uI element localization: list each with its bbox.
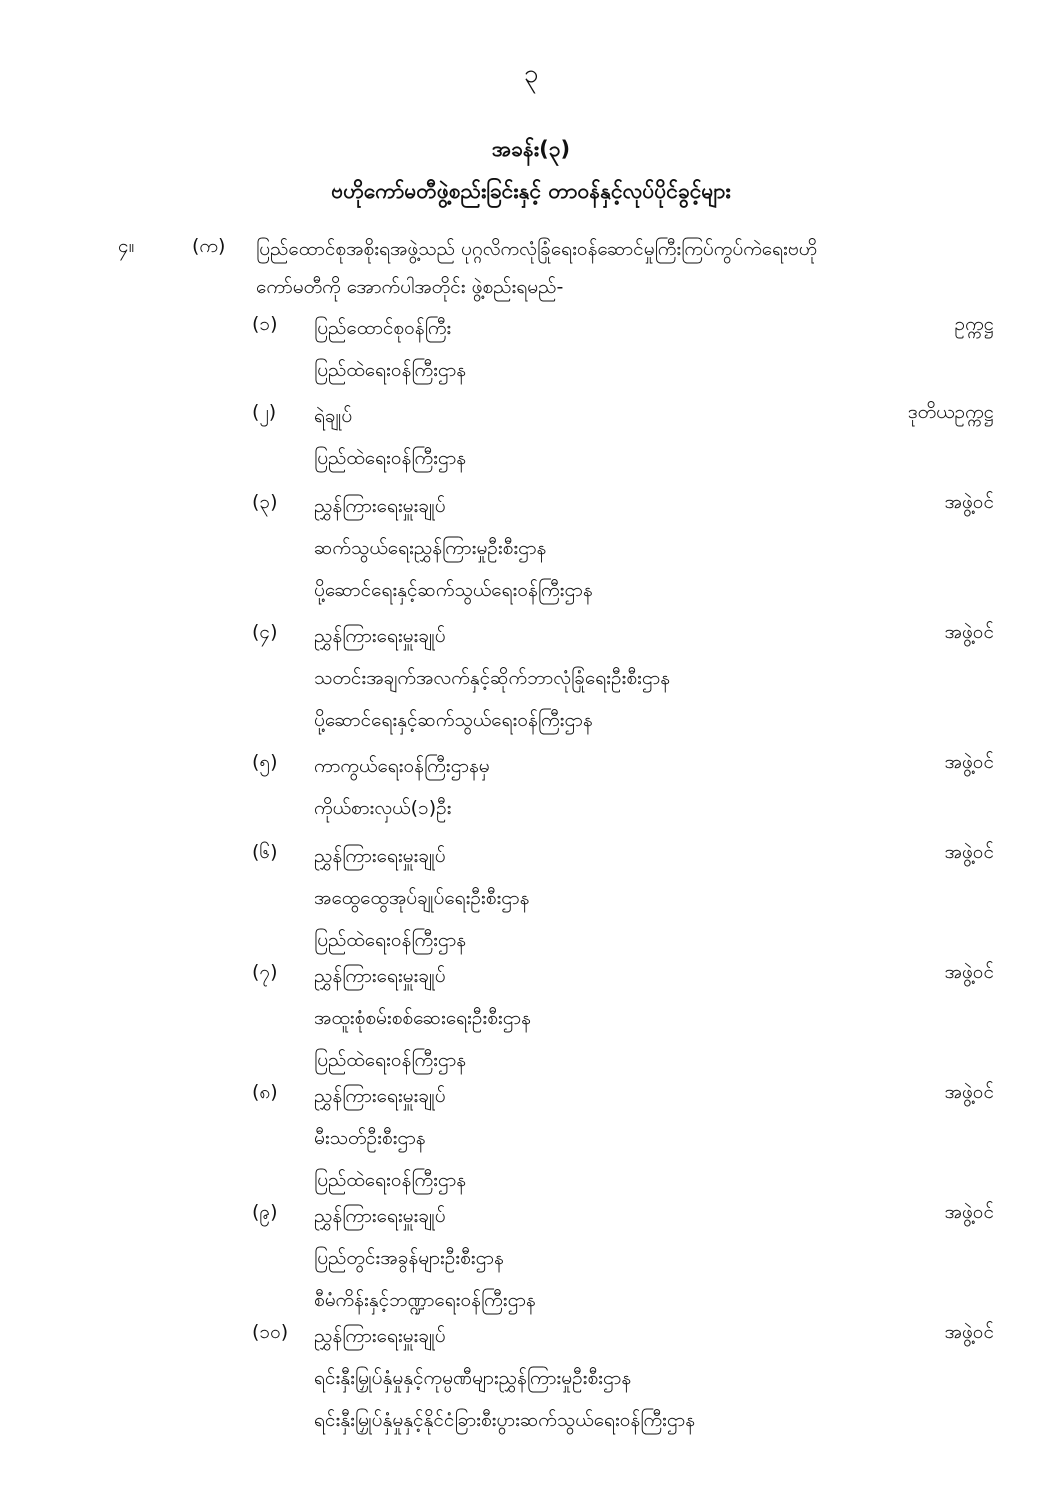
member-line: ပြည်ထောင်စုဝန်ကြီး <box>314 317 452 339</box>
member-line: ပို့ဆောင်ရေးနှင့်ဆက်သွယ်ရေးဝန်ကြီးဌာန <box>314 709 593 731</box>
member-line: ညွှန်ကြားရေးမှူးချုပ် <box>314 1325 446 1347</box>
chapter-title: အခန်း(၃) <box>491 137 571 161</box>
member-line: ပြည်ထဲရေးဝန်ကြီးဌာန <box>314 1169 467 1191</box>
member-line: ညွှန်ကြားရေးမှူးချုပ် <box>314 625 446 647</box>
member-lines <box>314 312 874 396</box>
section-text-line: ပြည်ထောင်စုအစိုးရအဖွဲ့သည် ပုဂ္ဂလိကလုံခြုံရေးဝန်ဆောင်မှုကြီးကြပ်ကွပ်ကဲရေးဗဟို <box>256 238 818 260</box>
member-lines <box>314 490 874 616</box>
member-line: ပြည်ထဲရေးဝန်ကြီးဌာန <box>314 1049 467 1071</box>
member-lines <box>314 840 874 966</box>
member-role: အဖွဲ့ဝင် <box>944 1201 994 1223</box>
member-role: အဖွဲ့ဝင် <box>944 751 994 773</box>
member-lines <box>314 400 874 484</box>
member-line: အထွေထွေအုပ်ချုပ်ရေးဦးစီးဌာန <box>314 887 530 909</box>
member-number: (၉) <box>252 1201 278 1223</box>
member-line: ပြည်ထဲရေးဝန်ကြီးဌာန <box>314 929 467 951</box>
page-number: ၃ <box>523 59 539 89</box>
member-number: (၅) <box>252 751 278 773</box>
member-line: ညွှန်ကြားရေးမှူးချုပ် <box>314 1205 446 1227</box>
member-lines <box>314 750 874 834</box>
member-line: အထူးစုံစမ်းစစ်ဆေးရေးဦးစီးဌာန <box>314 1007 531 1029</box>
member-lines <box>314 1320 874 1446</box>
member-number: (၈) <box>252 1081 278 1103</box>
member-role: အဖွဲ့ဝင် <box>944 961 994 983</box>
member-line: ပြည်ထဲရေးဝန်ကြီးဌာန <box>314 359 467 381</box>
member-line: ပို့ဆောင်ရေးနှင့်ဆက်သွယ်ရေးဝန်ကြီးဌာန <box>314 579 593 601</box>
member-role: အဖွဲ့ဝင် <box>944 491 994 513</box>
member-role: အဖွဲ့ဝင် <box>944 1081 994 1103</box>
member-line: ဆက်သွယ်ရေးညွှန်ကြားမှုဦးစီးဌာန <box>314 537 547 559</box>
member-role: အဖွဲ့ဝင် <box>944 1321 994 1343</box>
member-line: ကာကွယ်ရေးဝန်ကြီးဌာနမှ <box>314 755 490 777</box>
member-lines <box>314 1200 874 1326</box>
member-lines <box>314 620 874 746</box>
clause-label: (က) <box>192 235 226 257</box>
member-number: (၆) <box>252 841 278 863</box>
member-line: ညွှန်ကြားရေးမှူးချုပ် <box>314 1085 446 1107</box>
section-text-line: ကော်မတီကို အောက်ပါအတိုင်း ဖွဲ့စည်းရမည်- <box>256 276 564 298</box>
member-role: အဖွဲ့ဝင် <box>944 621 994 643</box>
member-line: ညွှန်ကြားရေးမှူးချုပ် <box>314 845 446 867</box>
member-lines <box>314 1080 874 1206</box>
member-line: သတင်းအချက်အလက်နှင့်ဆိုက်ဘာလုံခြုံရေးဦးစီးဌာန <box>314 667 671 689</box>
member-line: ရင်းနှီးမြှုပ်နှံမှုနှင့်ကုမ္ပဏီများညွှန်ကြားမှုဦးစီးဌာန <box>314 1367 632 1389</box>
member-line: ပြည်ထဲရေးဝန်ကြီးဌာန <box>314 447 467 469</box>
member-line: ရင်းနှီးမြှုပ်နှံမှုနှင့်နိုင်ငံခြားစီးပွားဆက်သွယ်ရေးဝန်ကြီးဌာန <box>314 1409 696 1431</box>
member-line: ညွှန်ကြားရေးမှူးချုပ် <box>314 495 446 517</box>
member-role: ဒုတိယဥက္ကဋ္ဌ <box>907 401 994 423</box>
member-lines <box>314 960 874 1086</box>
member-number: (၁) <box>252 313 278 335</box>
member-number: (၇) <box>252 961 278 983</box>
member-number: (၂) <box>252 401 277 423</box>
member-role: အဖွဲ့ဝင် <box>944 841 994 863</box>
member-role: ဥက္ကဋ္ဌ <box>954 313 994 335</box>
member-number: (၃) <box>252 491 278 513</box>
member-number: (၁၀) <box>252 1321 289 1343</box>
section-text <box>256 230 996 306</box>
member-line: ပြည်တွင်းအခွန်များဦးစီးဌာန <box>314 1247 504 1269</box>
member-line: ညွှန်ကြားရေးမှူးချုပ် <box>314 965 446 987</box>
member-line: ရဲချုပ် <box>314 405 353 427</box>
section-number: ၄။ <box>118 235 135 257</box>
member-line: စီမံကိန်းနှင့်ဘဏ္ဍာရေးဝန်ကြီးဌာန <box>314 1289 536 1311</box>
chapter-subtitle: ဗဟိုကော်မတီဖွဲ့စည်းခြင်းနှင့် တာဝန်နှင့်လုပ်ပိုင်ခွင့်များ <box>331 179 731 203</box>
member-number: (၄) <box>252 621 278 643</box>
member-line: မီးသတ်ဦးစီးဌာန <box>314 1127 426 1149</box>
member-line: ကိုယ်စားလှယ်(၁)ဦး <box>314 797 452 819</box>
